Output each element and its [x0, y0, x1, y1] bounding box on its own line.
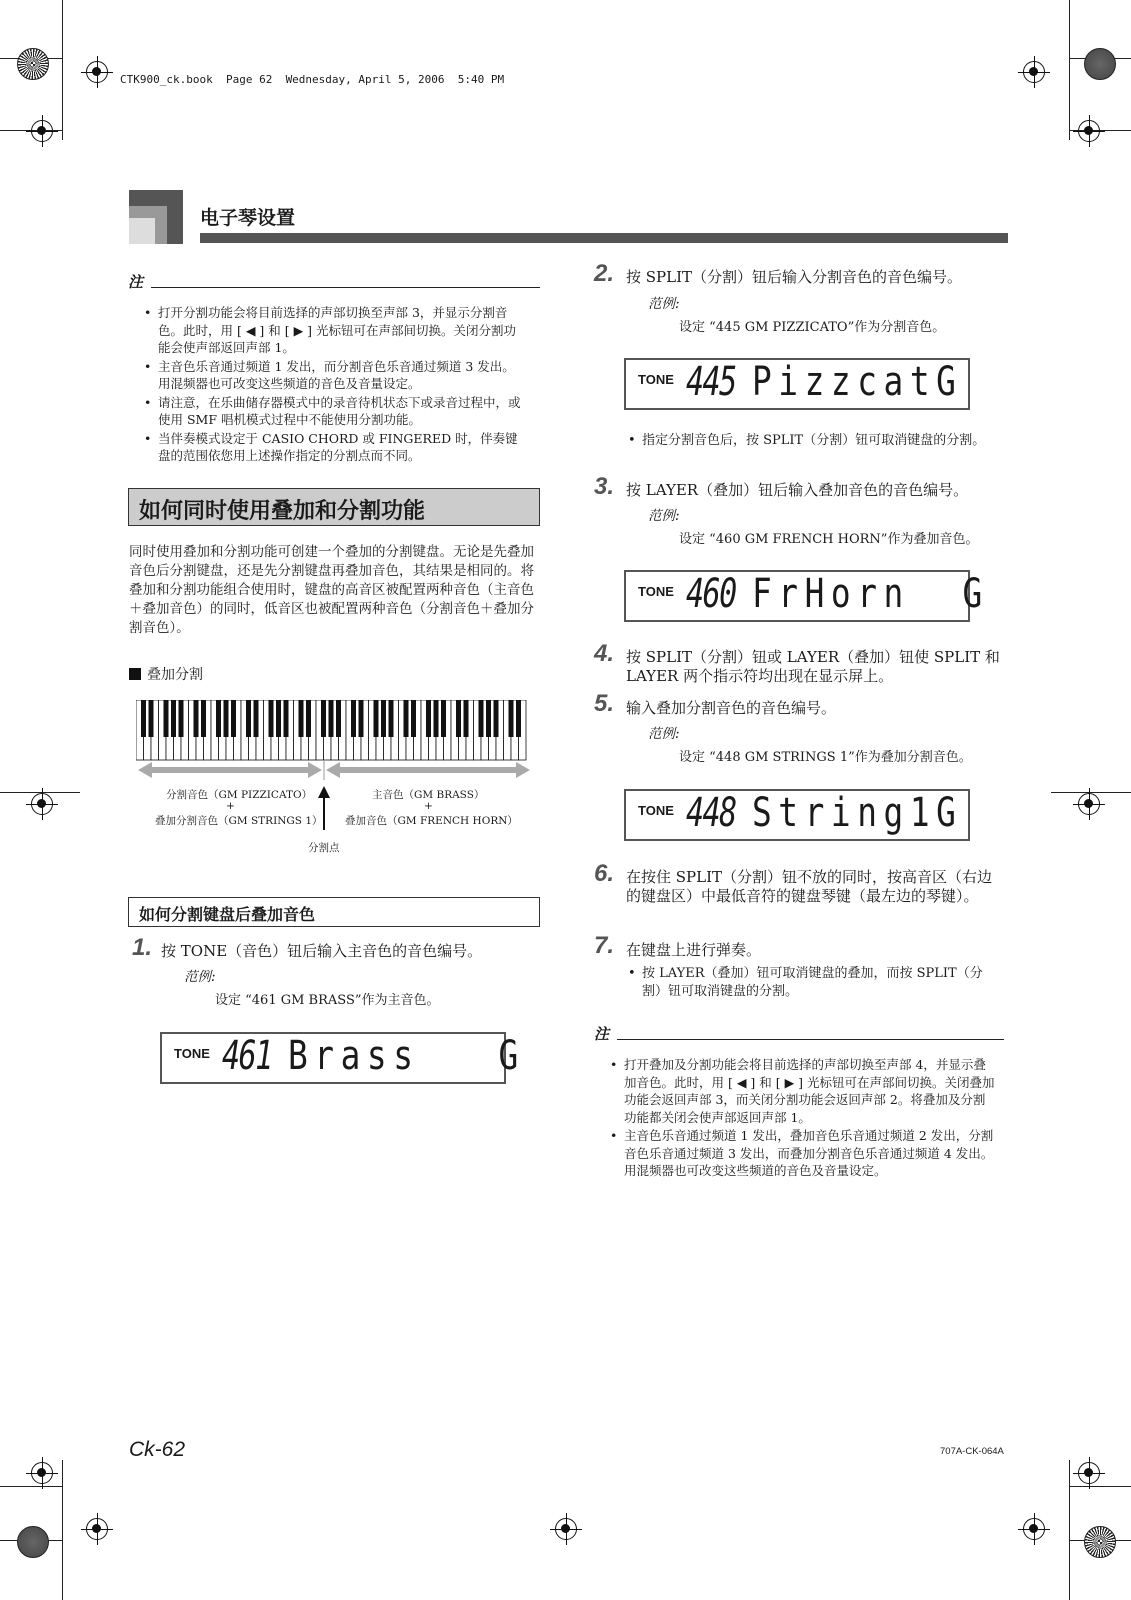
black-key: [284, 700, 289, 737]
keyboard-diagram: [136, 700, 532, 860]
lcd-display: [624, 789, 970, 841]
document-code: 707A-CK-064A: [940, 1446, 1004, 1457]
black-key: [381, 700, 386, 737]
sub-heading-box: [128, 897, 540, 927]
example-text: 设定 “461 GM BRASS”作为主音色。: [215, 993, 440, 1008]
main-heading: 如何同时使用叠加和分割功能: [139, 498, 426, 524]
lcd-tone-name: String1G: [752, 790, 963, 836]
step-number: 4.: [594, 640, 615, 667]
step-text: 按 LAYER（叠加）钮后输入叠加音色的音色编号。: [626, 481, 969, 499]
black-key: [231, 700, 236, 737]
lcd-tone-name: FrHorn G: [752, 571, 989, 617]
black-key: [426, 700, 431, 737]
lcd-display: [624, 358, 970, 410]
lcd-tone-label: TONE: [174, 1046, 210, 1061]
black-key: [434, 700, 439, 737]
note-item: • 打开叠加及分割功能会将目前选择的声部切换至声部 4，并显示叠加音色。此时，用 [ ◀ ] 和 [ ▶ ] 光标钮可在声部间切换。关闭叠加功能会返回声部 3，而关闭分割功能会返回声部 2。将叠加及分割功能都关闭会使声部返回声部 1。: [610, 1056, 995, 1126]
black-key: [389, 700, 394, 737]
registration-mark-icon: [31, 120, 53, 142]
black-key: [516, 700, 521, 737]
note-block: [594, 1023, 1004, 1180]
section-title: 电子琴设置: [200, 207, 296, 229]
split-point-label: 分割点: [308, 842, 340, 854]
step-bullet-list: [628, 432, 998, 450]
note-item: • 主音色乐音通过频道 1 发出，而分割音色乐音通过频道 3 发出。用混频器也可改变这些频道的音色及音量设定。: [144, 358, 524, 393]
color-rosette-icon: [17, 48, 49, 80]
registration-mark-icon: [1078, 1462, 1100, 1484]
example-label: 范例:: [184, 969, 216, 985]
color-rosette-icon: [17, 1526, 49, 1558]
file-info: CTK900_ck.book Page 62 Wednesday, April 5, 2006 5:40 PM: [120, 73, 505, 86]
main-voice-label: 主音色（GM BRASS）: [372, 789, 485, 801]
black-key: [216, 700, 221, 737]
step-bullet: • 按 LAYER（叠加）钮可取消键盘的叠加，而按 SPLIT（分割）钮可取消键盘的分割。: [628, 965, 998, 1001]
color-rosette-icon: [1084, 1526, 1116, 1558]
black-key: [441, 700, 446, 737]
split-voice-label: 分割音色（GM PIZZICATO）: [166, 789, 313, 801]
step-text: 在按住 SPLIT（分割）钮不放的同时，按高音区（右边的键盘区）中最低音符的键盘琴键（最左边的琴键）。: [626, 868, 993, 905]
plus-sign: +: [226, 800, 235, 812]
lcd-display: [624, 570, 989, 622]
plus-sign: +: [424, 800, 433, 812]
lcd-tone-label: TONE: [638, 803, 674, 818]
black-key: [224, 700, 229, 737]
keyboard-svg: [136, 700, 532, 860]
step-text: 按 TONE（音色）钮后输入主音色的音色编号。: [161, 942, 483, 960]
black-key: [179, 700, 184, 737]
lcd-tone-number: 461: [222, 1033, 272, 1079]
step-number: 6.: [594, 860, 615, 887]
black-key: [141, 700, 146, 737]
step-number: 5.: [594, 690, 615, 717]
note-block: [128, 271, 540, 465]
example-label: 范例:: [648, 508, 680, 524]
black-key: [201, 700, 206, 737]
lcd-tone-number: 460: [686, 571, 736, 617]
step-bullet-list: [628, 965, 998, 1001]
diagram-label: [129, 664, 203, 684]
black-key: [149, 700, 154, 737]
step-number: 2.: [594, 260, 615, 287]
sub-heading: 如何分割键盘后叠加音色: [139, 905, 316, 924]
black-key: [276, 700, 281, 737]
lcd-display: [160, 1032, 525, 1084]
step-number: 1.: [132, 934, 153, 961]
lcd-tone-label: TONE: [638, 372, 674, 387]
page-number: Ck-62: [129, 1438, 186, 1461]
black-key: [509, 700, 514, 737]
registration-mark-icon: [1078, 120, 1100, 142]
example-text: 设定 “460 GM FRENCH HORN”作为叠加音色。: [679, 532, 979, 547]
section-tab-icon: [129, 190, 183, 244]
black-key: [411, 700, 416, 737]
lcd-tone-name: Brass G: [288, 1033, 525, 1079]
step-text: 输入叠加分割音色的音色编号。: [626, 699, 837, 717]
black-key: [351, 700, 356, 737]
lcd-tone-number: 448: [686, 790, 736, 836]
square-bullet-icon: [129, 668, 141, 680]
black-key: [164, 700, 169, 737]
note-item: • 主音色乐音通过频道 1 发出，叠加音色乐音通过频道 2 发出，分割音色乐音通过频道 3 发出，而叠加分割音色乐音通过频道 4 发出。用混频器也可改变这些频道的音色及音量设定。: [610, 1127, 995, 1180]
registration-mark-icon: [1023, 1518, 1045, 1540]
black-key: [336, 700, 341, 737]
main-heading-box: [128, 488, 540, 526]
black-key: [374, 700, 379, 737]
black-key: [456, 700, 461, 737]
registration-mark-icon: [1023, 61, 1045, 83]
intro-paragraph: 同时使用叠加和分割功能可创建一个叠加的分割键盘。无论是先叠加音色后分割键盘，还是先分割键盘再叠加音色，其结果是相同的。将叠加和分割功能组合使用时，键盘的高音区被配置两种音色（主音色＋叠加音色）的同时，低音区也被配置两种音色（分割音色＋叠加分割音色）。: [129, 544, 534, 636]
registration-mark-icon: [31, 1462, 53, 1484]
note-item: • 当伴奏模式设定于 CASIO CHORD 或 FINGERED 时，伴奏键盘的范围依您用上述操作指定的分割点而不同。: [144, 430, 524, 465]
step-text: 按 SPLIT（分割）钮或 LAYER（叠加）钮使 SPLIT 和 LAYER 两个指示符均出现在显示屏上。: [626, 648, 1000, 685]
step-bullet: • 指定分割音色后，按 SPLIT（分割）钮可取消键盘的分割。: [628, 432, 998, 450]
registration-mark-icon: [555, 1518, 577, 1540]
step-number: 7.: [594, 932, 615, 959]
note-list: [610, 1056, 995, 1180]
lcd-tone-name: PizzcatG: [752, 359, 963, 405]
black-key: [306, 700, 311, 737]
black-key: [494, 700, 499, 737]
note-list: [144, 304, 524, 465]
registration-mark-icon: [86, 61, 108, 83]
note-title: 注: [594, 1025, 610, 1043]
step-text: 按 SPLIT（分割）钮后输入分割音色的音色编号。: [626, 268, 963, 286]
black-key: [299, 700, 304, 737]
note-title: 注: [128, 273, 144, 291]
black-key: [464, 700, 469, 737]
diagram-label-text: 叠加分割: [147, 667, 203, 683]
black-key: [171, 700, 176, 737]
color-rosette-icon: [1084, 48, 1116, 80]
black-key: [479, 700, 484, 737]
step-number: 3.: [594, 473, 615, 500]
example-label: 范例:: [648, 726, 680, 742]
header-rule: [200, 233, 1008, 243]
registration-mark-icon: [1078, 793, 1100, 815]
note-item: • 请注意，在乐曲储存器模式中的录音待机状态下或录音过程中，或使用 SMF 唱机模式过程中不能使用分割功能。: [144, 394, 524, 429]
black-key: [359, 700, 364, 737]
black-key: [246, 700, 251, 737]
black-key: [329, 700, 334, 737]
lcd-tone-label: TONE: [638, 584, 674, 599]
black-key: [269, 700, 274, 737]
example-label: 范例:: [648, 296, 680, 312]
layer-split-voice-label: 叠加分割音色（GM STRINGS 1）: [155, 815, 323, 827]
black-key: [194, 700, 199, 737]
black-key: [254, 700, 259, 737]
example-text: 设定 “448 GM STRINGS 1”作为叠加分割音色。: [679, 750, 972, 765]
example-text: 设定 “445 GM PIZZICATO”作为分割音色。: [679, 320, 946, 335]
black-key: [404, 700, 409, 737]
layer-voice-label: 叠加音色（GM FRENCH HORN）: [345, 815, 518, 827]
black-key: [486, 700, 491, 737]
lcd-tone-number: 445: [686, 359, 736, 405]
step-text: 在键盘上进行弹奏。: [626, 941, 762, 959]
registration-mark-icon: [31, 793, 53, 815]
registration-mark-icon: [86, 1518, 108, 1540]
note-item: • 打开分割功能会将目前选择的声部切换至声部 3，并显示分割音色。此时，用 [ ◀ ] 和 [ ▶ ] 光标钮可在声部间切换。关闭分割功能会使声部返回声部 1。: [144, 304, 524, 357]
black-key: [321, 700, 326, 737]
